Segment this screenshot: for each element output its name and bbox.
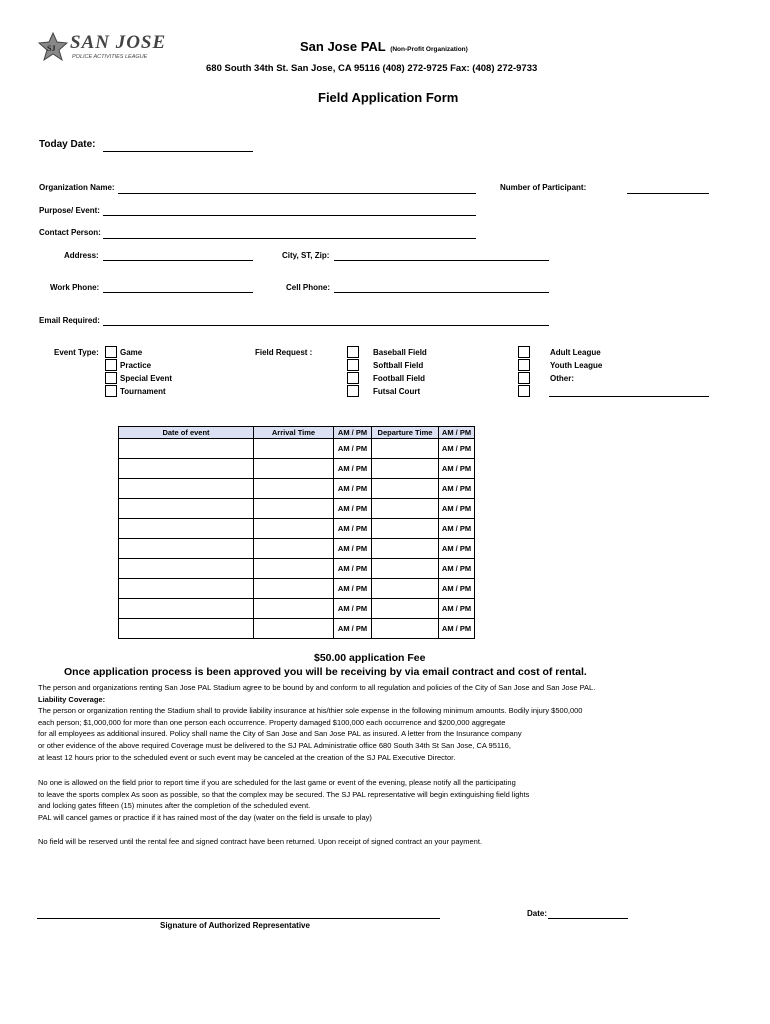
field-rules-block	[38, 777, 738, 823]
date-cell[interactable]	[119, 479, 254, 499]
event-type-label: Event Type:	[54, 348, 99, 357]
departure-cell[interactable]	[372, 519, 439, 539]
liability-line: each person; $1,000,000 for more than one person each occurrence. Property damaged $100,000 each occurrence and $200,000 aggregate	[38, 717, 506, 727]
date-cell[interactable]	[119, 539, 254, 559]
contact-line: 680 South 34th St. San Jose, CA 95116 (408) 272-9725 Fax: (408) 272-9733	[206, 63, 538, 74]
city-st-zip-input[interactable]	[334, 260, 549, 261]
adult-league-checkbox[interactable]	[518, 346, 530, 358]
badge-icon	[38, 32, 68, 62]
logo-subtitle: POLICE ACTIVITIES LEAGUE	[72, 54, 148, 60]
logo-text: SAN JOSE	[70, 32, 167, 53]
date-cell[interactable]	[119, 439, 254, 459]
date-label: Date:	[527, 909, 548, 918]
event-option: Practice	[120, 361, 152, 370]
fee-notice: Once application process is been approved you will be receiving by via email contract and cost of rental.	[64, 666, 587, 678]
reservation-block	[38, 836, 738, 848]
liability-heading: Liability Coverage:	[38, 694, 106, 704]
arrival-ampm-cell: AM / PM	[334, 559, 372, 579]
email-input[interactable]	[103, 325, 549, 326]
field-option: Futsal Court	[373, 387, 421, 396]
contact-person-label: Contact Person:	[39, 228, 101, 237]
table-row	[119, 579, 475, 599]
today-date-input[interactable]	[103, 151, 253, 152]
other-league-input[interactable]	[549, 396, 709, 397]
number-participant-input[interactable]	[627, 193, 709, 194]
table-row	[119, 559, 475, 579]
org-note: (Non-Profit Organization)	[390, 46, 468, 53]
date-cell[interactable]	[119, 559, 254, 579]
arrival-cell[interactable]	[254, 479, 334, 499]
event-option: Game	[120, 348, 143, 357]
header-ampm: AM / PM	[334, 427, 372, 439]
organization-name-label: Organization Name:	[39, 183, 115, 192]
arrival-ampm-cell: AM / PM	[334, 459, 372, 479]
league-option: Adult League	[550, 348, 601, 357]
liability-line: The person or organization renting the Stadium shall to provide liability insurance at his/thier sole expense in the following minimum amounts. Bodily injury $500,000	[38, 706, 583, 716]
event-game-checkbox[interactable]	[105, 346, 117, 358]
table-row	[119, 479, 475, 499]
field-request-label: Field Request :	[255, 348, 313, 357]
departure-cell[interactable]	[372, 579, 439, 599]
baseball-checkbox[interactable]	[347, 346, 359, 358]
arrival-ampm-cell: AM / PM	[334, 619, 372, 639]
number-participant-label: Number of Participant:	[500, 183, 587, 192]
arrival-ampm-cell: AM / PM	[334, 539, 372, 559]
departure-ampm-cell: AM / PM	[439, 459, 475, 479]
liability-line: or other evidence of the above required Coverage must be delivered to the SJ PAL Administratie office 680 South 34th St San Jose, CA 95116,	[38, 740, 511, 750]
departure-ampm-cell: AM / PM	[439, 499, 475, 519]
arrival-ampm-cell: AM / PM	[334, 599, 372, 619]
work-phone-label: Work Phone:	[50, 283, 100, 292]
other-league-checkbox[interactable]	[518, 372, 530, 384]
departure-cell[interactable]	[372, 539, 439, 559]
date-cell[interactable]	[119, 579, 254, 599]
contact-person-input[interactable]	[103, 238, 476, 239]
field-rule-line: No one is allowed on the field prior to report time if you are scheduled for the last game or event of the evening, please notify all the participating	[38, 778, 516, 787]
departure-ampm-cell: AM / PM	[439, 519, 475, 539]
departure-cell[interactable]	[372, 559, 439, 579]
softball-checkbox[interactable]	[347, 359, 359, 371]
table-header-row	[119, 427, 475, 439]
extra-checkbox[interactable]	[518, 385, 530, 397]
arrival-cell[interactable]	[254, 499, 334, 519]
city-st-zip-label: City, ST, Zip:	[282, 251, 330, 260]
field-rule-line: and locking gates fifteen (15) minutes after the completion of the scheduled event.	[38, 801, 311, 811]
liability-line: for all employees as additional insured. Policy shall name the City of San Jose and San Jose PAL as insured. A letter from the Insurance company	[38, 729, 522, 739]
arrival-cell[interactable]	[254, 619, 334, 639]
today-date-label: Today Date:	[39, 139, 96, 150]
departure-ampm-cell: AM / PM	[439, 619, 475, 639]
departure-ampm-cell: AM / PM	[439, 479, 475, 499]
terms-intro: The person and organizations renting San Jose PAL Stadium agree to be bound by and conform to all regulation and policies of the City of San Jose and San Jose PAL.	[38, 683, 596, 692]
field-rule-line: to leave the sports complex As soon as possible, so that the complex may be secured. The SJ PAL representative will begin extinguishing field lights	[38, 789, 530, 799]
arrival-ampm-cell: AM / PM	[334, 499, 372, 519]
table-row	[119, 439, 475, 459]
departure-ampm-cell: AM / PM	[439, 559, 475, 579]
departure-cell[interactable]	[372, 439, 439, 459]
departure-ampm-cell: AM / PM	[439, 439, 475, 459]
arrival-cell[interactable]	[254, 459, 334, 479]
event-special-checkbox[interactable]	[105, 372, 117, 384]
field-option: Football Field	[373, 374, 425, 383]
football-checkbox[interactable]	[347, 372, 359, 384]
header-arrival: Arrival Time	[254, 427, 334, 439]
svg-text:SJ: SJ	[47, 44, 56, 53]
header-departure: Departure Time	[372, 427, 439, 439]
arrival-cell[interactable]	[254, 519, 334, 539]
event-tournament-checkbox[interactable]	[105, 385, 117, 397]
table-row	[119, 539, 475, 559]
departure-cell[interactable]	[372, 599, 439, 619]
youth-league-checkbox[interactable]	[518, 359, 530, 371]
league-option: Youth League	[550, 361, 603, 370]
terms-block	[38, 682, 738, 763]
departure-ampm-cell: AM / PM	[439, 579, 475, 599]
header-ampm: AM / PM	[439, 427, 475, 439]
event-practice-checkbox[interactable]	[105, 359, 117, 371]
table-row	[119, 499, 475, 519]
table-row	[119, 619, 475, 639]
arrival-ampm-cell: AM / PM	[334, 519, 372, 539]
header-date: Date of event	[119, 427, 254, 439]
date-cell[interactable]	[119, 459, 254, 479]
org-header	[300, 38, 468, 56]
event-option: Special Event	[120, 374, 173, 383]
departure-ampm-cell: AM / PM	[439, 539, 475, 559]
arrival-cell[interactable]	[254, 579, 334, 599]
arrival-ampm-cell: AM / PM	[334, 479, 372, 499]
departure-cell[interactable]	[372, 619, 439, 639]
cell-phone-label: Cell Phone:	[286, 283, 331, 292]
organization-name-input[interactable]	[118, 193, 476, 194]
arrival-cell[interactable]	[254, 439, 334, 459]
table-row	[119, 519, 475, 539]
purpose-event-input[interactable]	[103, 215, 476, 216]
date-cell[interactable]	[119, 599, 254, 619]
liability-line: at least 12 hours prior to the scheduled event or such event may be canceled at the creation of the SJ PAL Executive Director.	[38, 752, 456, 762]
form-title: Field Application Form	[318, 90, 459, 105]
departure-cell[interactable]	[372, 459, 439, 479]
signature-input[interactable]	[37, 918, 440, 919]
arrival-ampm-cell: AM / PM	[334, 439, 372, 459]
purpose-event-label: Purpose/ Event:	[39, 206, 100, 215]
org-name: San Jose PAL	[300, 39, 386, 54]
cell-phone-input[interactable]	[334, 292, 549, 293]
field-rule-line: PAL will cancel games or practice if it has rained most of the day (water on the field is unsafe to play)	[38, 812, 372, 822]
logo	[38, 30, 168, 66]
table-row	[119, 459, 475, 479]
field-option: Baseball Field	[373, 348, 427, 357]
date-cell[interactable]	[119, 619, 254, 639]
arrival-cell[interactable]	[254, 539, 334, 559]
fee-amount: $50.00 application Fee	[314, 652, 426, 664]
date-cell[interactable]	[119, 499, 254, 519]
signature-date-input[interactable]	[548, 918, 628, 919]
futsal-checkbox[interactable]	[347, 385, 359, 397]
reservation-line: No field will be reserved until the rental fee and signed contract have been returned. Upon receipt of signed contract an your payment.	[38, 837, 483, 846]
arrival-cell[interactable]	[254, 599, 334, 619]
arrival-ampm-cell: AM / PM	[334, 579, 372, 599]
departure-cell[interactable]	[372, 479, 439, 499]
signature-label: Signature of Authorized Representative	[160, 921, 310, 930]
departure-cell[interactable]	[372, 499, 439, 519]
event-option: Tournament	[120, 387, 166, 396]
schedule-table	[118, 426, 475, 639]
address-label: Address:	[64, 251, 99, 260]
work-phone-input[interactable]	[103, 292, 253, 293]
departure-ampm-cell: AM / PM	[439, 599, 475, 619]
table-row	[119, 599, 475, 619]
field-option: Softball Field	[373, 361, 424, 370]
arrival-cell[interactable]	[254, 559, 334, 579]
league-option: Other:	[550, 374, 574, 383]
date-cell[interactable]	[119, 519, 254, 539]
address-input[interactable]	[103, 260, 253, 261]
email-label: Email Required:	[39, 316, 100, 325]
